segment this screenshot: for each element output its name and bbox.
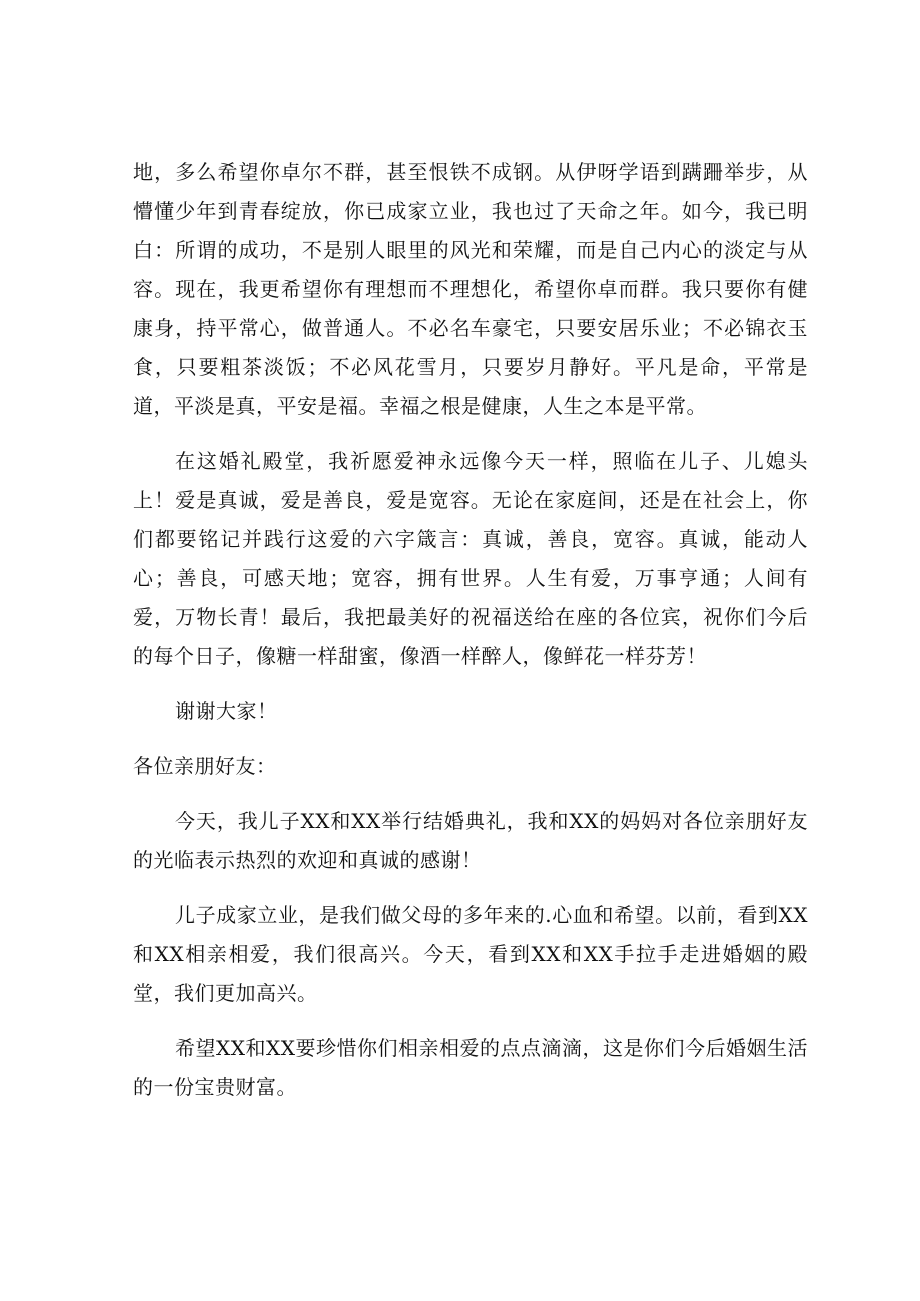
paragraph-blessing: 在这婚礼殿堂，我祈愿爱神永远像今天一样，照临在儿子、儿媳头上！爱是真诚，爱是善良，爱是宽容。无论在家庭间，还是在社会上，你们都要铭记并践行这爱的六字箴言：真诚，善良，宽容。真诚，能动人心；善良，可感天地；宽容，拥有世界。人生有爱，万事亨通；人间有爱，万物长青！最后，我把最美好的祝福送给在座的各位宾，祝你们今后的每个日子，像糖一样甜蜜，像酒一样醉人，像鲜花一样芬芳！ bbox=[133, 449, 808, 668]
document-body bbox=[133, 153, 808, 1107]
paragraph-thanks: 谢谢大家！ bbox=[175, 699, 278, 723]
paragraph-hope: 儿子成家立业，是我们做父母的多年来的.心血和希望。以前，看到XX和XX相亲相爱，我们很高兴。今天，看到XX和XX手拉手走进婚姻的殿堂，我们更加高兴。 bbox=[133, 903, 808, 1005]
paragraph-welcome: 今天，我儿子XX和XX举行结婚典礼，我和XX的妈妈对各位亲朋好友的光临表示热烈的欢迎和真诚的感谢！ bbox=[133, 809, 808, 872]
paragraph-continuation: 地，多么希望你卓尔不群，甚至恨铁不成钢。从伊呀学语到蹒跚举步，从懵懂少年到青春绽放，你已成家立业，我也过了天命之年。如今，我已明白：所谓的成功，不是别人眼里的风光和荣耀，而是自己内心的淡定与从容。现在，我更希望你有理想而不理想化，希望你卓而群。我只要你有健康身，持平常心，做普通人。不必名车豪宅，只要安居乐业；不必锦衣玉食，只要粗茶淡饭；不必风花雪月，只要岁月静好。平凡是命，平常是道，平淡是真，平安是福。幸福之根是健康，人生之本是平常。 bbox=[133, 160, 808, 418]
paragraph-greeting: 各位亲朋好友： bbox=[133, 754, 277, 778]
paragraph-treasure: 希望XX和XX要珍惜你们相亲相爱的点点滴滴，这是你们今后婚姻生活的一份宝贵财富。 bbox=[133, 1036, 808, 1099]
